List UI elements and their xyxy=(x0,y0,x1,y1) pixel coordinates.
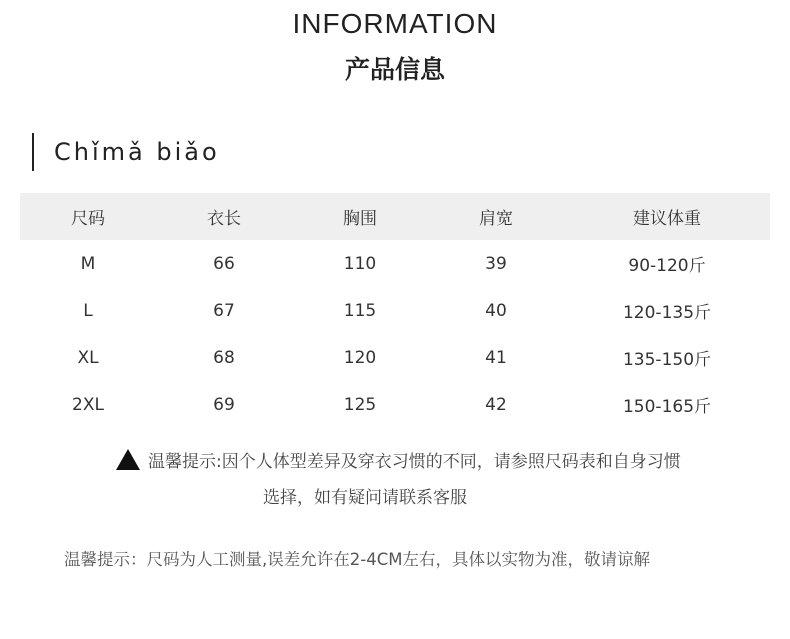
table-cell: 150-165斤 xyxy=(622,397,712,417)
measurement-note: 温馨提示：尺码为人工测量,误差允许在2-4CM左右，具体以实物为准，敬请谅解 xyxy=(64,550,650,569)
table-header-cell: 衣长 xyxy=(207,209,241,229)
size-tip-continued: 选择，如有疑问请联系客服 xyxy=(263,488,467,508)
table-cell: 42 xyxy=(485,394,507,415)
table-cell: M xyxy=(80,253,96,274)
table-cell: L xyxy=(83,300,93,321)
table-cell: 120-135斤 xyxy=(622,303,712,323)
warning-triangle-icon xyxy=(116,449,140,470)
table-cell: 135-150斤 xyxy=(622,350,712,370)
table-cell: 110 xyxy=(343,253,377,274)
table-cell: 39 xyxy=(485,253,507,274)
size-tip xyxy=(116,447,681,472)
table-cell: 69 xyxy=(213,394,235,415)
table-row xyxy=(20,287,770,334)
table-cell: 67 xyxy=(213,300,235,321)
table-cell: 41 xyxy=(485,347,507,368)
section-heading-label: Chǐmǎ biǎo xyxy=(54,138,220,166)
table-cell: 115 xyxy=(343,300,377,321)
table-header-cell: 尺码 xyxy=(71,209,105,229)
table-row xyxy=(20,240,770,287)
size-table xyxy=(20,193,770,428)
table-header-cell: 胸围 xyxy=(343,209,377,229)
section-heading xyxy=(32,133,220,171)
table-header-cell: 肩宽 xyxy=(479,209,513,229)
table-cell: 125 xyxy=(343,394,377,415)
table-header-row xyxy=(20,193,770,240)
table-cell: 2XL xyxy=(72,394,104,415)
table-row xyxy=(20,381,770,428)
page-title-cn: 产品信息 xyxy=(344,55,445,84)
table-cell: 40 xyxy=(485,300,507,321)
table-cell: 66 xyxy=(213,253,235,274)
table-row xyxy=(20,334,770,381)
table-cell: 68 xyxy=(213,347,235,368)
table-cell: 90-120斤 xyxy=(628,256,706,276)
size-tip-text: 温馨提示:因个人体型差异及穿衣习惯的不同，请参照尺码表和自身习惯 xyxy=(148,452,681,472)
table-cell: 120 xyxy=(343,347,377,368)
page-title-en: INFORMATION xyxy=(292,8,498,39)
table-header-cell: 建议体重 xyxy=(633,209,701,229)
table-cell: XL xyxy=(77,347,99,368)
